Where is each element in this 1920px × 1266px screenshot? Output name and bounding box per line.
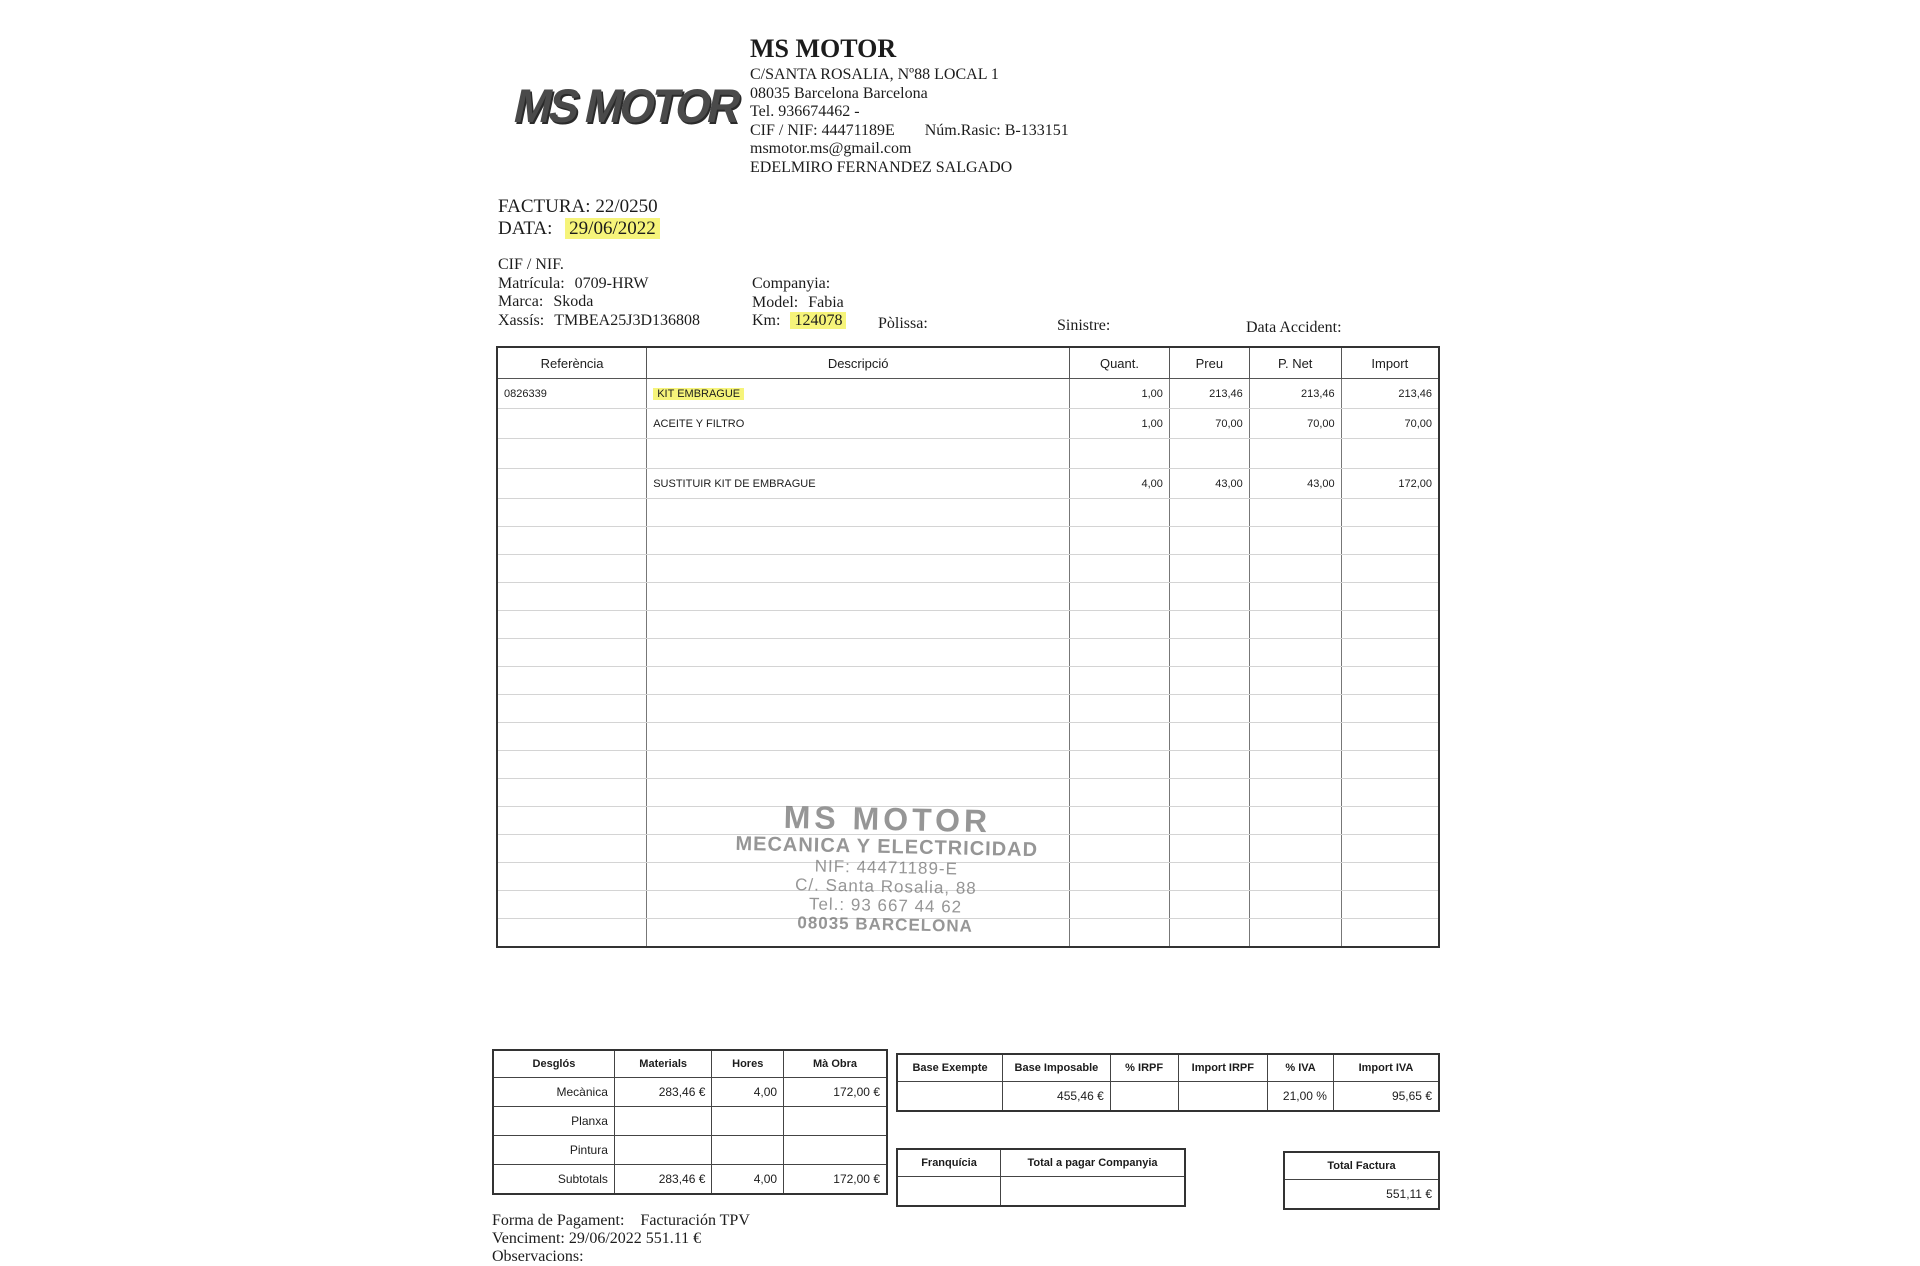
empty-cell: [497, 527, 647, 555]
empty-cell: [1070, 891, 1170, 919]
stamp-line: C/. Santa Rosalia, 88: [794, 875, 977, 898]
claim-label: Sinistre:: [1057, 317, 1111, 334]
empty-row: [497, 611, 1439, 639]
payment-method: Facturación TPV: [640, 1212, 750, 1229]
franchise-value: [897, 1177, 1001, 1207]
invoice-date: 29/06/2022: [565, 218, 660, 239]
model-label: Model:: [752, 293, 799, 311]
table-row: [897, 1082, 1439, 1112]
empty-cell: [1249, 723, 1341, 751]
empty-cell: [497, 751, 647, 779]
table-row: [497, 469, 1439, 499]
tax-table: [896, 1053, 1440, 1112]
company-owner: EDELMIRO FERNANDEZ SALGADO: [750, 158, 1013, 176]
empty-cell: [647, 667, 1070, 695]
empty-cell: [1169, 723, 1249, 751]
breakdown-header: Mà Obra: [784, 1050, 887, 1078]
empty-cell: [1249, 863, 1341, 891]
item-net: 70,00: [1249, 409, 1341, 439]
empty-cell: [1341, 779, 1439, 807]
empty-cell: [647, 583, 1070, 611]
tax-header: Base Imposable: [1003, 1054, 1111, 1082]
company-city: 08035 Barcelona Barcelona: [750, 84, 928, 102]
empty-cell: [1341, 499, 1439, 527]
empty-cell: [1249, 667, 1341, 695]
payment-info: [492, 1212, 750, 1266]
empty-cell: [497, 667, 647, 695]
table-row: [497, 379, 1439, 409]
breakdown-hours: [712, 1107, 784, 1136]
payment-label: Forma de Pagament:: [492, 1212, 625, 1229]
breakdown-hours: 4,00: [712, 1078, 784, 1107]
policy-label: Pòlissa:: [878, 315, 928, 332]
empty-cell: [1169, 583, 1249, 611]
empty-cell: [1341, 639, 1439, 667]
empty-cell: [1169, 835, 1249, 863]
breakdown-labor: [784, 1107, 887, 1136]
empty-cell: [1249, 527, 1341, 555]
item-desc: ACEITE Y FILTRO: [647, 409, 1070, 439]
breakdown-header: Hores: [712, 1050, 784, 1078]
empty-cell: [1341, 751, 1439, 779]
empty-cell: [1169, 779, 1249, 807]
item-import: 172,00: [1341, 469, 1439, 499]
breakdown-header: Desglós: [493, 1050, 614, 1078]
empty-cell: [497, 919, 647, 948]
table-row: [493, 1165, 887, 1195]
empty-cell: [497, 723, 647, 751]
tax-header: Base Exempte: [897, 1054, 1003, 1082]
header-price: Preu: [1169, 347, 1249, 379]
tax-base-taxable: 455,46 €: [1003, 1082, 1111, 1112]
header-description: Descripció: [647, 347, 1070, 379]
item-desc: KIT EMBRAGUE: [653, 388, 744, 400]
empty-cell: [1341, 835, 1439, 863]
accident-date-label: Data Accident:: [1246, 319, 1342, 336]
empty-cell: [1070, 751, 1170, 779]
table-row: [497, 439, 1439, 469]
insurance-info: [752, 275, 846, 331]
empty-cell: [647, 555, 1070, 583]
franchise-table: [896, 1148, 1186, 1207]
empty-cell: [1070, 499, 1170, 527]
empty-cell: [1070, 695, 1170, 723]
model-value: Fabia: [808, 293, 844, 311]
empty-cell: [647, 639, 1070, 667]
empty-cell: [1169, 555, 1249, 583]
item-import: 70,00: [1341, 409, 1439, 439]
empty-cell: [1341, 891, 1439, 919]
empty-cell: [1341, 583, 1439, 611]
breakdown-header: Materials: [614, 1050, 712, 1078]
empty-cell: [1249, 751, 1341, 779]
empty-cell: [647, 611, 1070, 639]
empty-cell: [1070, 919, 1170, 948]
tax-header: Import IVA: [1333, 1054, 1439, 1082]
header-reference: Referència: [497, 347, 647, 379]
company-ids: [750, 122, 1069, 141]
breakdown-hours: 4,00: [712, 1165, 784, 1195]
chassis-label: Xassís:: [498, 311, 545, 329]
stamp-line: MS MOTOR: [783, 798, 992, 840]
item-price: 70,00: [1169, 409, 1249, 439]
empty-cell: [1341, 919, 1439, 948]
empty-cell: [1341, 667, 1439, 695]
empty-cell: [647, 499, 1070, 527]
breakdown-label: Pintura: [493, 1136, 614, 1165]
empty-cell: [1341, 723, 1439, 751]
chassis-value: TMBEA25J3D136808: [554, 311, 701, 329]
due-date: Venciment: 29/06/2022 551.11 €: [492, 1230, 702, 1247]
tax-iva-amount: 95,65 €: [1333, 1082, 1439, 1112]
item-price: [1169, 439, 1249, 469]
empty-cell: [1070, 555, 1170, 583]
empty-cell: [1070, 667, 1170, 695]
tax-iva-pct: 21,00 %: [1268, 1082, 1334, 1112]
client-cif-label: CIF / NIF.: [498, 256, 564, 273]
header-import: Import: [1341, 347, 1439, 379]
empty-cell: [1169, 863, 1249, 891]
empty-cell: [1169, 891, 1249, 919]
item-import: [1341, 439, 1439, 469]
empty-cell: [497, 555, 647, 583]
item-ref: [497, 469, 647, 499]
invoice-number: 22/0250: [595, 196, 658, 217]
breakdown-label: Planxa: [493, 1107, 614, 1136]
brand-value: Skoda: [553, 293, 594, 310]
total-value: 551,11 €: [1284, 1180, 1439, 1210]
empty-cell: [1249, 499, 1341, 527]
items-header-row: [497, 347, 1439, 379]
item-net: [1249, 439, 1341, 469]
empty-cell: [1070, 527, 1170, 555]
tax-header: % IRPF: [1110, 1054, 1178, 1082]
company-rasic: Núm.Rasic: B-133151: [924, 121, 1069, 139]
tax-irpf-amount: [1178, 1082, 1268, 1112]
empty-cell: [1070, 807, 1170, 835]
breakdown-materials: [614, 1107, 712, 1136]
empty-cell: [1249, 807, 1341, 835]
empty-row: [497, 583, 1439, 611]
table-row: [493, 1078, 887, 1107]
breakdown-label: Subtotals: [493, 1165, 614, 1195]
breakdown-label: Mecànica: [493, 1078, 614, 1107]
item-net: 43,00: [1249, 469, 1341, 499]
breakdown-materials: 283,46 €: [614, 1165, 712, 1195]
empty-cell: [1249, 835, 1341, 863]
company-stamp: [734, 799, 1039, 937]
item-ref: [497, 409, 647, 439]
empty-row: [497, 639, 1439, 667]
brand-label: Marca:: [498, 293, 544, 310]
empty-cell: [1070, 723, 1170, 751]
empty-cell: [1249, 611, 1341, 639]
empty-cell: [1169, 527, 1249, 555]
plate-value: 0709-HRW: [574, 274, 649, 292]
empty-cell: [1249, 891, 1341, 919]
empty-cell: [497, 835, 647, 863]
company-cif: CIF / NIF: 44471189E: [750, 121, 895, 139]
breakdown-materials: [614, 1136, 712, 1165]
km-label: Km:: [752, 312, 781, 329]
empty-cell: [1249, 695, 1341, 723]
empty-cell: [1341, 555, 1439, 583]
empty-cell: [1249, 779, 1341, 807]
empty-cell: [1169, 611, 1249, 639]
empty-cell: [1169, 695, 1249, 723]
empty-row: [497, 695, 1439, 723]
empty-cell: [1341, 863, 1439, 891]
empty-row: [497, 667, 1439, 695]
empty-row: [497, 723, 1439, 751]
empty-cell: [1169, 919, 1249, 948]
invoice-info: [498, 196, 660, 240]
empty-row: [497, 555, 1439, 583]
empty-cell: [1341, 807, 1439, 835]
breakdown-labor: 172,00 €: [784, 1078, 887, 1107]
stamp-line: MECANICA Y ELECTRICIDAD: [735, 832, 1039, 862]
empty-cell: [1169, 499, 1249, 527]
stamp-line: 08035 BARCELONA: [797, 913, 974, 936]
empty-cell: [497, 891, 647, 919]
table-row: [493, 1136, 887, 1165]
empty-cell: [1249, 583, 1341, 611]
empty-cell: [1070, 583, 1170, 611]
total-table: [1283, 1151, 1440, 1210]
item-price: 213,46: [1169, 379, 1249, 409]
item-ref: 0826339: [497, 379, 647, 409]
company-total-value: [1001, 1177, 1186, 1207]
item-qty: 4,00: [1070, 469, 1170, 499]
company-header: [750, 34, 1069, 178]
tax-header: % IVA: [1268, 1054, 1334, 1082]
notes-label: Observacions:: [492, 1248, 584, 1265]
empty-cell: [497, 611, 647, 639]
empty-row: [497, 499, 1439, 527]
item-qty: [1070, 439, 1170, 469]
item-ref: [497, 439, 647, 469]
empty-cell: [497, 639, 647, 667]
breakdown-labor: [784, 1136, 887, 1165]
header-net-price: P. Net: [1249, 347, 1341, 379]
empty-cell: [1169, 667, 1249, 695]
invoice-number-label: FACTURA:: [498, 196, 591, 217]
empty-cell: [647, 527, 1070, 555]
breakdown-hours: [712, 1136, 784, 1165]
item-import: 213,46: [1341, 379, 1439, 409]
invoice-date-label: DATA:: [498, 218, 553, 239]
empty-cell: [497, 583, 647, 611]
item-net: 213,46: [1249, 379, 1341, 409]
empty-cell: [647, 723, 1070, 751]
empty-cell: [1070, 639, 1170, 667]
header-quantity: Quant.: [1070, 347, 1170, 379]
table-row: [497, 409, 1439, 439]
empty-cell: [1070, 779, 1170, 807]
empty-cell: [1169, 807, 1249, 835]
empty-cell: [647, 695, 1070, 723]
vehicle-info: [498, 256, 700, 330]
plate-label: Matrícula:: [498, 274, 565, 292]
stamp-line: NIF: 44471189-E: [814, 856, 959, 879]
item-qty: 1,00: [1070, 379, 1170, 409]
empty-cell: [497, 863, 647, 891]
empty-cell: [497, 807, 647, 835]
item-desc: SUSTITUIR KIT DE EMBRAGUE: [647, 469, 1070, 499]
empty-row: [497, 751, 1439, 779]
empty-cell: [647, 751, 1070, 779]
empty-cell: [1249, 639, 1341, 667]
empty-cell: [1169, 639, 1249, 667]
company-logo: MS MOTOR: [509, 78, 744, 133]
empty-cell: [1341, 527, 1439, 555]
company-phone: Tel. 936674462 -: [750, 103, 860, 121]
empty-row: [497, 527, 1439, 555]
empty-cell: [497, 499, 647, 527]
tax-irpf-pct: [1110, 1082, 1178, 1112]
item-price: 43,00: [1169, 469, 1249, 499]
table-row: [493, 1107, 887, 1136]
empty-cell: [1249, 555, 1341, 583]
company-address: C/SANTA ROSALIA, Nº88 LOCAL 1: [750, 66, 999, 83]
empty-cell: [1341, 695, 1439, 723]
breakdown-labor: 172,00 €: [784, 1165, 887, 1195]
item-desc: [647, 439, 1070, 469]
breakdown-materials: 283,46 €: [614, 1078, 712, 1107]
empty-cell: [1169, 751, 1249, 779]
item-qty: 1,00: [1070, 409, 1170, 439]
company-email: msmotor.ms@gmail.com: [750, 140, 912, 158]
empty-cell: [1070, 835, 1170, 863]
franchise-header: Franquícia: [897, 1149, 1001, 1177]
empty-cell: [497, 779, 647, 807]
company-label: Companyia:: [752, 275, 831, 292]
table-row: [897, 1177, 1185, 1207]
empty-cell: [1249, 919, 1341, 948]
total-label: Total Factura: [1284, 1152, 1439, 1180]
tax-header: Import IRPF: [1178, 1054, 1268, 1082]
stamp-line: Tel.: 93 667 44 62: [808, 894, 963, 917]
tax-base-exempt: [897, 1082, 1003, 1112]
empty-cell: [1341, 611, 1439, 639]
breakdown-table: [492, 1049, 888, 1195]
company-name: MS MOTOR: [750, 34, 897, 63]
franchise-header: Total a pagar Companyia: [1001, 1149, 1186, 1177]
empty-cell: [1070, 863, 1170, 891]
km-value: 124078: [790, 312, 846, 329]
empty-cell: [497, 695, 647, 723]
empty-cell: [1070, 611, 1170, 639]
